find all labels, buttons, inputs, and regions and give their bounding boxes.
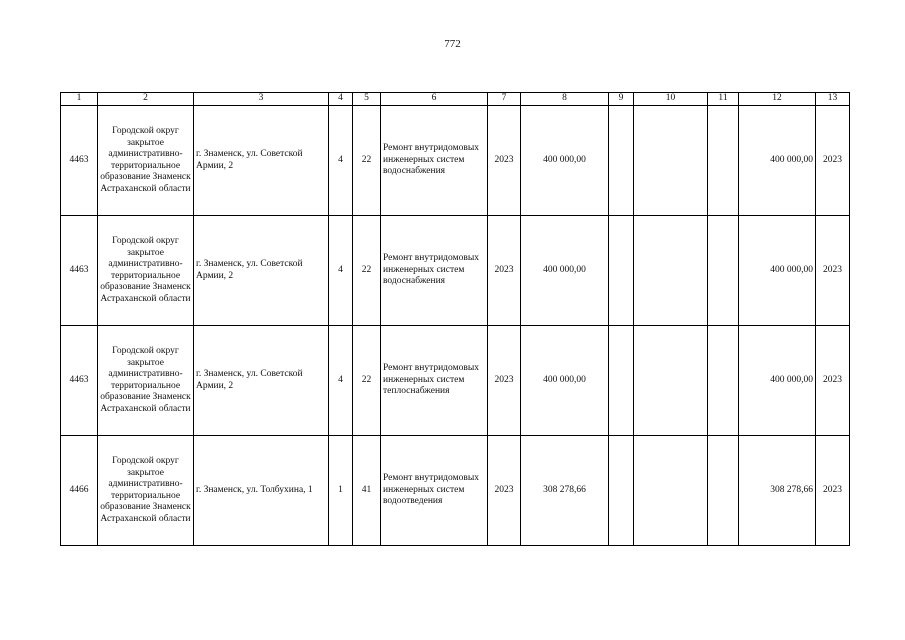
cell-completion-year: 2023 (816, 436, 850, 546)
cell-year: 2023 (488, 106, 521, 216)
column-header-6: 6 (381, 93, 488, 106)
cell-address: г. Знаменск, ул. Толбухина, 1 (194, 436, 329, 546)
cell-floors: 4 (329, 326, 353, 436)
table-row (61, 436, 850, 546)
cell-cost: 400 000,00 (521, 106, 609, 216)
column-header-1: 1 (61, 93, 98, 106)
cell-col10 (634, 106, 708, 216)
cell-col11 (708, 436, 739, 546)
column-header-10: 10 (634, 93, 708, 106)
page-number: 772 (444, 38, 461, 50)
column-header-2: 2 (98, 93, 194, 106)
cell-floors: 1 (329, 436, 353, 546)
cell-address: г. Знаменск, ул. Советской Армии, 2 (194, 326, 329, 436)
registry-table (60, 92, 850, 546)
cell-col10 (634, 436, 708, 546)
cell-col9 (609, 436, 634, 546)
table-body (61, 106, 850, 546)
column-header-4: 4 (329, 93, 353, 106)
column-header-9: 9 (609, 93, 634, 106)
cell-completion-year: 2023 (816, 106, 850, 216)
cell-cost: 400 000,00 (521, 326, 609, 436)
cell-col11 (708, 326, 739, 436)
column-header-8: 8 (521, 93, 609, 106)
header-row (61, 93, 850, 106)
cell-work-type: Ремонт внутридомовых инженерных систем водоотведения (381, 436, 488, 546)
column-header-11: 11 (708, 93, 739, 106)
column-header-12: 12 (739, 93, 816, 106)
cell-work-type: Ремонт внутридомовых инженерных систем теплоснабжения (381, 326, 488, 436)
cell-cost: 308 278,66 (521, 436, 609, 546)
column-header-3: 3 (194, 93, 329, 106)
cell-work-type: Ремонт внутридомовых инженерных систем водоснабжения (381, 216, 488, 326)
table-header (61, 93, 850, 106)
cell-municipality: Городской округ закрытое административно-территориальное образование Знаменск Астраханской области (98, 326, 194, 436)
table-row (61, 326, 850, 436)
cell-total-cost: 400 000,00 (739, 106, 816, 216)
cell-total-cost: 308 278,66 (739, 436, 816, 546)
cell-row-number: 4466 (61, 436, 98, 546)
cell-municipality: Городской округ закрытое административно-территориальное образование Знаменск Астраханской области (98, 436, 194, 546)
column-header-13: 13 (816, 93, 850, 106)
cell-total-cost: 400 000,00 (739, 326, 816, 436)
cell-row-number: 4463 (61, 106, 98, 216)
cell-completion-year: 2023 (816, 326, 850, 436)
column-header-5: 5 (353, 93, 381, 106)
cell-cost: 400 000,00 (521, 216, 609, 326)
cell-col9 (609, 326, 634, 436)
cell-address: г. Знаменск, ул. Советской Армии, 2 (194, 106, 329, 216)
cell-entrances: 22 (353, 326, 381, 436)
cell-row-number: 4463 (61, 216, 98, 326)
cell-entrances: 22 (353, 106, 381, 216)
cell-floors: 4 (329, 106, 353, 216)
table-row (61, 216, 850, 326)
cell-year: 2023 (488, 326, 521, 436)
cell-col9 (609, 216, 634, 326)
cell-entrances: 41 (353, 436, 381, 546)
cell-col10 (634, 326, 708, 436)
cell-col11 (708, 216, 739, 326)
cell-year: 2023 (488, 436, 521, 546)
cell-completion-year: 2023 (816, 216, 850, 326)
cell-municipality: Городской округ закрытое административно-территориальное образование Знаменск Астраханской области (98, 216, 194, 326)
cell-col10 (634, 216, 708, 326)
cell-col11 (708, 106, 739, 216)
cell-total-cost: 400 000,00 (739, 216, 816, 326)
cell-entrances: 22 (353, 216, 381, 326)
cell-municipality: Городской округ закрытое административно-территориальное образование Знаменск Астраханской области (98, 106, 194, 216)
cell-row-number: 4463 (61, 326, 98, 436)
cell-address: г. Знаменск, ул. Советской Армии, 2 (194, 216, 329, 326)
cell-floors: 4 (329, 216, 353, 326)
cell-work-type: Ремонт внутридомовых инженерных систем водоснабжения (381, 106, 488, 216)
cell-year: 2023 (488, 216, 521, 326)
cell-col9 (609, 106, 634, 216)
table-row (61, 106, 850, 216)
column-header-7: 7 (488, 93, 521, 106)
